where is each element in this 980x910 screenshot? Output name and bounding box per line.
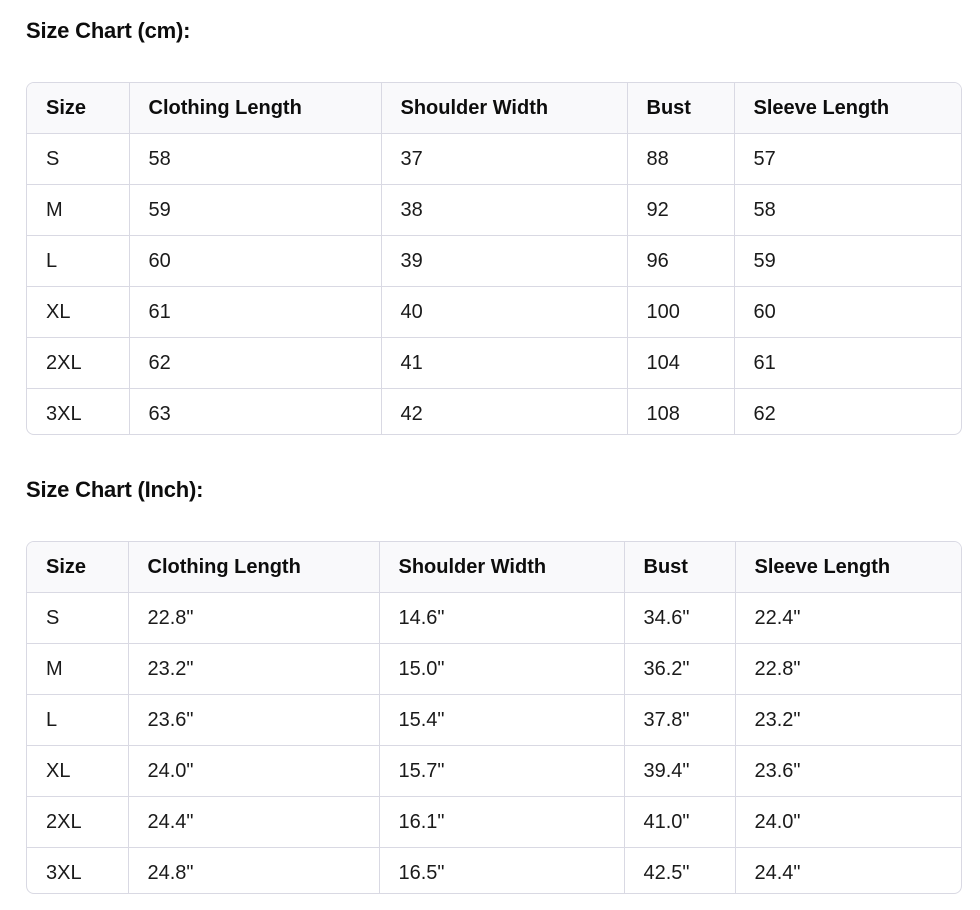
cell-bust: 36.2" [624, 644, 735, 695]
cell-shoulder-width: 41 [381, 338, 627, 389]
cell-bust: 41.0" [624, 797, 735, 848]
cell-size: XL [27, 287, 129, 338]
column-header-sleeve-length: Sleeve Length [734, 83, 961, 134]
size-chart-inch-table [27, 542, 961, 894]
cell-clothing-length: 61 [129, 287, 381, 338]
table-row [27, 185, 961, 236]
table-row [27, 287, 961, 338]
cell-size: 2XL [27, 797, 128, 848]
cell-size: 3XL [27, 389, 129, 436]
size-chart-inch-title: Size Chart (Inch): [26, 477, 204, 502]
cell-clothing-length: 59 [129, 185, 381, 236]
cell-bust: 37.8" [624, 695, 735, 746]
table-row [27, 848, 961, 895]
column-header-clothing-length: Clothing Length [129, 83, 381, 134]
cell-bust: 39.4" [624, 746, 735, 797]
cell-clothing-length: 24.4" [128, 797, 379, 848]
cell-bust: 42.5" [624, 848, 735, 895]
size-chart-inch-table-container [26, 541, 962, 894]
column-header-shoulder-width: Shoulder Width [381, 83, 627, 134]
cell-bust: 104 [627, 338, 734, 389]
cell-shoulder-width: 15.7" [379, 746, 624, 797]
cell-sleeve-length: 61 [734, 338, 961, 389]
column-header-size: Size [27, 542, 128, 593]
cell-clothing-length: 63 [129, 389, 381, 436]
column-header-sleeve-length: Sleeve Length [735, 542, 961, 593]
table-row [27, 746, 961, 797]
size-chart-cm-title: Size Chart (cm): [26, 18, 191, 43]
cell-clothing-length: 60 [129, 236, 381, 287]
cell-sleeve-length: 23.2" [735, 695, 961, 746]
table-row [27, 593, 961, 644]
table-header-row [27, 83, 961, 134]
cell-clothing-length: 24.8" [128, 848, 379, 895]
table-row [27, 236, 961, 287]
cell-size: S [27, 593, 128, 644]
column-header-size: Size [27, 83, 129, 134]
cell-bust: 108 [627, 389, 734, 436]
cell-bust: 100 [627, 287, 734, 338]
cell-sleeve-length: 22.8" [735, 644, 961, 695]
size-chart-cm-table-container [26, 82, 962, 435]
table-row [27, 134, 961, 185]
cell-shoulder-width: 14.6" [379, 593, 624, 644]
cell-clothing-length: 58 [129, 134, 381, 185]
cell-clothing-length: 22.8" [128, 593, 379, 644]
cell-shoulder-width: 16.1" [379, 797, 624, 848]
cell-bust: 92 [627, 185, 734, 236]
cell-sleeve-length: 58 [734, 185, 961, 236]
column-header-shoulder-width: Shoulder Width [379, 542, 624, 593]
size-chart-cm-table [27, 83, 961, 435]
cell-size: M [27, 644, 128, 695]
cell-size: L [27, 236, 129, 287]
cell-shoulder-width: 40 [381, 287, 627, 338]
cell-sleeve-length: 24.0" [735, 797, 961, 848]
table-row [27, 338, 961, 389]
column-header-clothing-length: Clothing Length [128, 542, 379, 593]
table-row [27, 644, 961, 695]
cell-bust: 96 [627, 236, 734, 287]
cell-bust: 34.6" [624, 593, 735, 644]
cell-clothing-length: 24.0" [128, 746, 379, 797]
cell-sleeve-length: 23.6" [735, 746, 961, 797]
cell-sleeve-length: 57 [734, 134, 961, 185]
cell-clothing-length: 62 [129, 338, 381, 389]
cell-sleeve-length: 24.4" [754, 861, 801, 884]
table-row [27, 695, 961, 746]
cell-size: L [27, 695, 128, 746]
cell-shoulder-width: 15.0" [379, 644, 624, 695]
cell-size: S [27, 134, 129, 185]
cell-size: XL [27, 746, 128, 797]
cell-clothing-length: 23.6" [128, 695, 379, 746]
cell-sleeve-length: 59 [734, 236, 961, 287]
cell-shoulder-width: 15.4" [379, 695, 624, 746]
cell-shoulder-width: 38 [381, 185, 627, 236]
cell-size: M [27, 185, 129, 236]
cell-bust: 88 [627, 134, 734, 185]
cell-clothing-length: 23.2" [128, 644, 379, 695]
cell-sleeve-length: 62 [753, 402, 776, 425]
cell-sleeve-length: 22.4" [735, 593, 961, 644]
cell-shoulder-width: 39 [381, 236, 627, 287]
cell-shoulder-width: 16.5" [379, 848, 624, 895]
cell-size: 2XL [27, 338, 129, 389]
table-row [27, 797, 961, 848]
cell-sleeve-length: 60 [734, 287, 961, 338]
table-row [27, 389, 961, 436]
cell-shoulder-width: 42 [381, 389, 627, 436]
column-header-bust: Bust [624, 542, 735, 593]
column-header-bust: Bust [627, 83, 734, 134]
cell-shoulder-width: 37 [381, 134, 627, 185]
cell-size: 3XL [27, 848, 128, 895]
table-header-row [27, 542, 961, 593]
